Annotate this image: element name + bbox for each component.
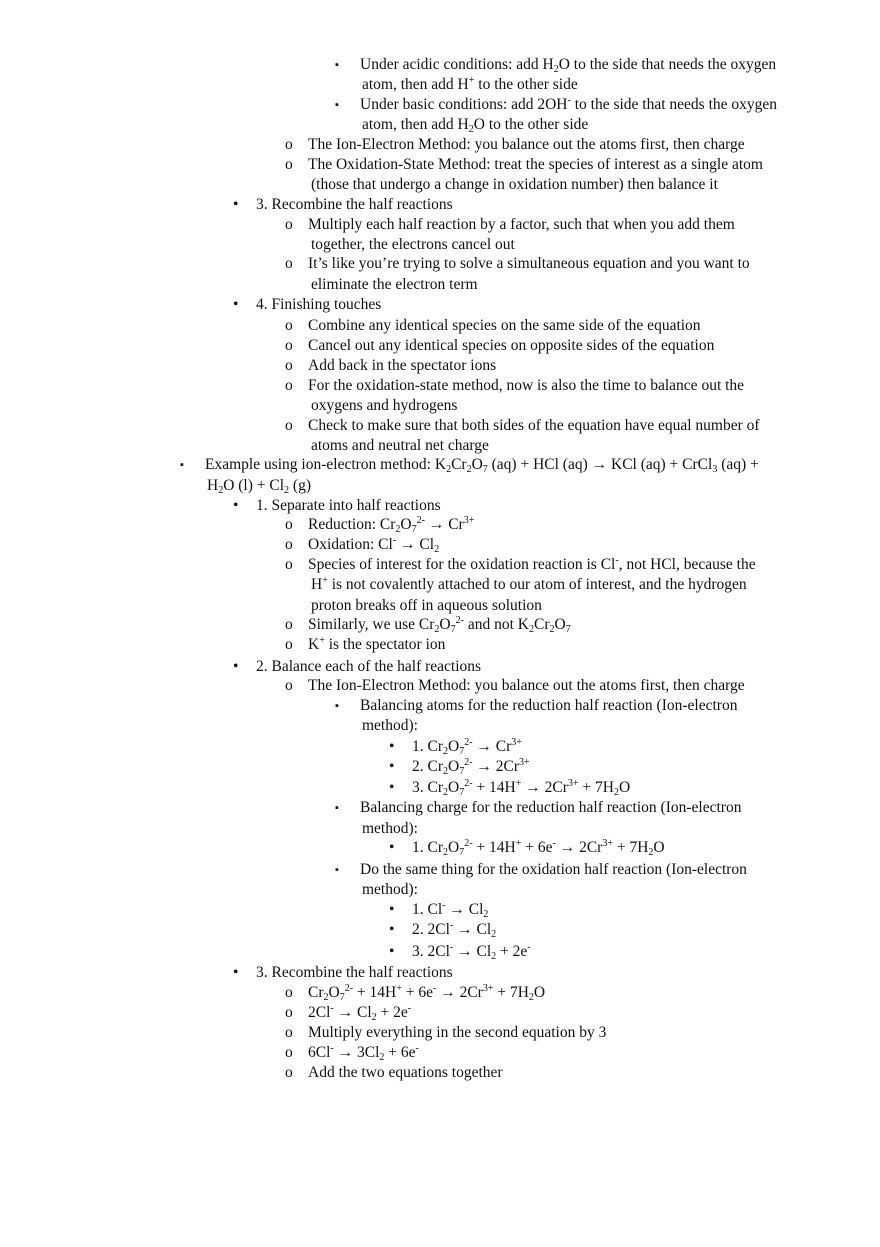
dot-bullet-icon: • xyxy=(233,658,239,675)
text-line: method): xyxy=(362,820,418,837)
square-bullet-icon: ▪ xyxy=(335,700,339,712)
dot-bullet-icon: • xyxy=(389,943,395,960)
circle-bullet-icon: o xyxy=(285,377,293,394)
text-line: 3. Recombine the half reactions xyxy=(256,964,453,981)
circle-bullet-icon: o xyxy=(285,1004,293,1021)
dot-bullet-icon: • xyxy=(233,964,239,981)
text-line: The Ion-Electron Method: you balance out the atoms first, then charge xyxy=(308,136,745,153)
text-line: 2. $2Cl^- \to Cl_2$ xyxy=(412,920,497,940)
circle-bullet-icon: o xyxy=(285,317,293,334)
text-line: It’s like you’re trying to solve a simultaneous equation and you want to xyxy=(308,255,750,272)
text-line: Combine any identical species on the same side of the equation xyxy=(308,317,701,334)
text-line: For the oxidation-state method, now is also the time to balance out the xyxy=(308,377,745,394)
circle-bullet-icon: o xyxy=(285,984,293,1001)
circle-bullet-icon: o xyxy=(285,357,293,374)
circle-bullet-icon: o xyxy=(285,1024,293,1041)
text-line: Check to make sure that both sides of the equation have equal number of xyxy=(308,417,760,434)
circle-bullet-icon: o xyxy=(285,216,293,233)
square-bullet-icon: ▪ xyxy=(180,459,184,471)
text-line: $2Cl^- \to Cl_2 + 2e^-$ xyxy=(308,1003,412,1023)
text-line: The Ion-Electron Method: you balance out the atoms first, then charge xyxy=(308,677,745,694)
circle-bullet-icon: o xyxy=(285,136,293,153)
dot-bullet-icon: • xyxy=(389,758,395,775)
circle-bullet-icon: o xyxy=(285,156,293,173)
text-line: (those that undergo a change in oxidation number) then balance it xyxy=(311,176,718,193)
circle-bullet-icon: o xyxy=(285,556,293,573)
text-line: 2. $Cr_2O_7^{2-} \to 2Cr^{3+}$ xyxy=(412,757,530,777)
square-bullet-icon: ▪ xyxy=(335,99,339,111)
circle-bullet-icon: o xyxy=(285,677,293,694)
dot-bullet-icon: • xyxy=(389,921,395,938)
text-line: Multiply everything in the second equation by 3 xyxy=(308,1024,607,1041)
text-line: atom, then add $H_2O$ to the other side xyxy=(362,116,589,135)
text-line: proton breaks off in aqueous solution xyxy=(311,597,542,614)
text-line: Add the two equations together xyxy=(308,1064,503,1081)
text-line: Balancing charge for the reduction half reaction (Ion-electron xyxy=(360,799,742,816)
dot-bullet-icon: • xyxy=(389,779,395,796)
circle-bullet-icon: o xyxy=(285,616,293,633)
square-bullet-icon: ▪ xyxy=(335,864,339,876)
text-line: Oxidation: $Cl^- \to Cl_2$ xyxy=(308,535,440,555)
text-line: atoms and neutral net charge xyxy=(311,437,489,454)
text-line: 1. $Cr_2O_7^{2-} \to Cr^{3+}$ xyxy=(412,737,522,757)
dot-bullet-icon: • xyxy=(389,901,395,918)
text-line: $6Cl^- \to 3Cl_2 + 6e^-$ xyxy=(308,1043,419,1063)
text-line: method): xyxy=(362,881,418,898)
text-line: Multiply each half reaction by a factor, such that when you add them xyxy=(308,216,735,233)
circle-bullet-icon: o xyxy=(285,337,293,354)
square-bullet-icon: ▪ xyxy=(335,802,339,814)
text-line: Similarly, we use $Cr_2O_7^{2-}$ and not $K_2Cr_2O_7$ xyxy=(308,615,571,635)
square-bullet-icon: ▪ xyxy=(335,59,339,71)
text-line: 4. Finishing touches xyxy=(256,296,382,313)
text-line: Under basic conditions: add 2OH- to the side that needs the oxygen xyxy=(360,95,778,113)
text-line: The Oxidation-State Method: treat the species of interest as a single atom xyxy=(308,156,763,173)
circle-bullet-icon: o xyxy=(285,1064,293,1081)
circle-bullet-icon: o xyxy=(285,417,293,434)
text-line: Under acidic conditions: add $H_2O$ to the side that needs the oxygen xyxy=(360,56,777,75)
text-line: Do the same thing for the oxidation half reaction (Ion-electron xyxy=(360,861,747,878)
circle-bullet-icon: o xyxy=(285,1044,293,1061)
dot-bullet-icon: • xyxy=(389,738,395,755)
text-line: Example using ion-electron method: $K_2Cr_2O_7$ (aq) + HCl (aq) → KCl (aq) + CrCl$_3$ (aq) + xyxy=(205,456,759,475)
circle-bullet-icon: o xyxy=(285,255,293,272)
text-line: atom, then add H+ to the other side xyxy=(362,75,578,93)
text-line: 1. Separate into half reactions xyxy=(256,497,441,514)
text-line: method): xyxy=(362,717,418,734)
text-line: 1. $Cr_2O_7^{2-} + 14H^+ + 6e^- \to 2Cr^{3+} + 7H_2O$ xyxy=(412,838,665,858)
text-line: K+ is the spectator ion xyxy=(308,635,446,653)
circle-bullet-icon: o xyxy=(285,536,293,553)
text-line: $H_2O$ $(l) + Cl_2$ (g) xyxy=(207,477,311,496)
dot-bullet-icon: • xyxy=(233,497,239,514)
text-line: H+ is not covalently attached to our atom of interest, and the hydrogen xyxy=(311,575,747,593)
text-line: 2. Balance each of the half reactions xyxy=(256,658,482,675)
text-line: 3. $2Cl^- \to Cl_2 + 2e^-$ xyxy=(412,942,531,962)
text-line: 3. $Cr_2O_7^{2-} + 14H^+ \to 2Cr^{3+} + 7H_2O$ xyxy=(412,778,631,798)
text-line: Cancel out any identical species on opposite sides of the equation xyxy=(308,337,715,354)
circle-bullet-icon: o xyxy=(285,636,293,653)
dot-bullet-icon: • xyxy=(389,839,395,856)
text-line: Balancing atoms for the reduction half reaction (Ion-electron xyxy=(360,697,738,714)
text-line: Reduction: $Cr_2O_7^{2-} \to Cr^{3+}$ xyxy=(308,515,475,535)
dot-bullet-icon: • xyxy=(233,196,239,213)
text-line: Add back in the spectator ions xyxy=(308,357,497,374)
text-line: 1. $Cl^- \to Cl_2$ xyxy=(412,900,489,920)
text-line: $Cr_2O_7^{2-} + 14H^+ + 6e^- \to 2Cr^{3+} + 7H_2O$ xyxy=(308,983,546,1003)
text-line: Species of interest for the oxidation reaction is Cl-, not HCl, because the xyxy=(308,555,756,573)
text-line: eliminate the electron term xyxy=(311,276,478,293)
text-line: 3. Recombine the half reactions xyxy=(256,196,453,213)
circle-bullet-icon: o xyxy=(285,516,293,533)
text-line: oxygens and hydrogens xyxy=(311,397,458,414)
text-line: together, the electrons cancel out xyxy=(311,236,515,253)
dot-bullet-icon: • xyxy=(233,296,239,313)
